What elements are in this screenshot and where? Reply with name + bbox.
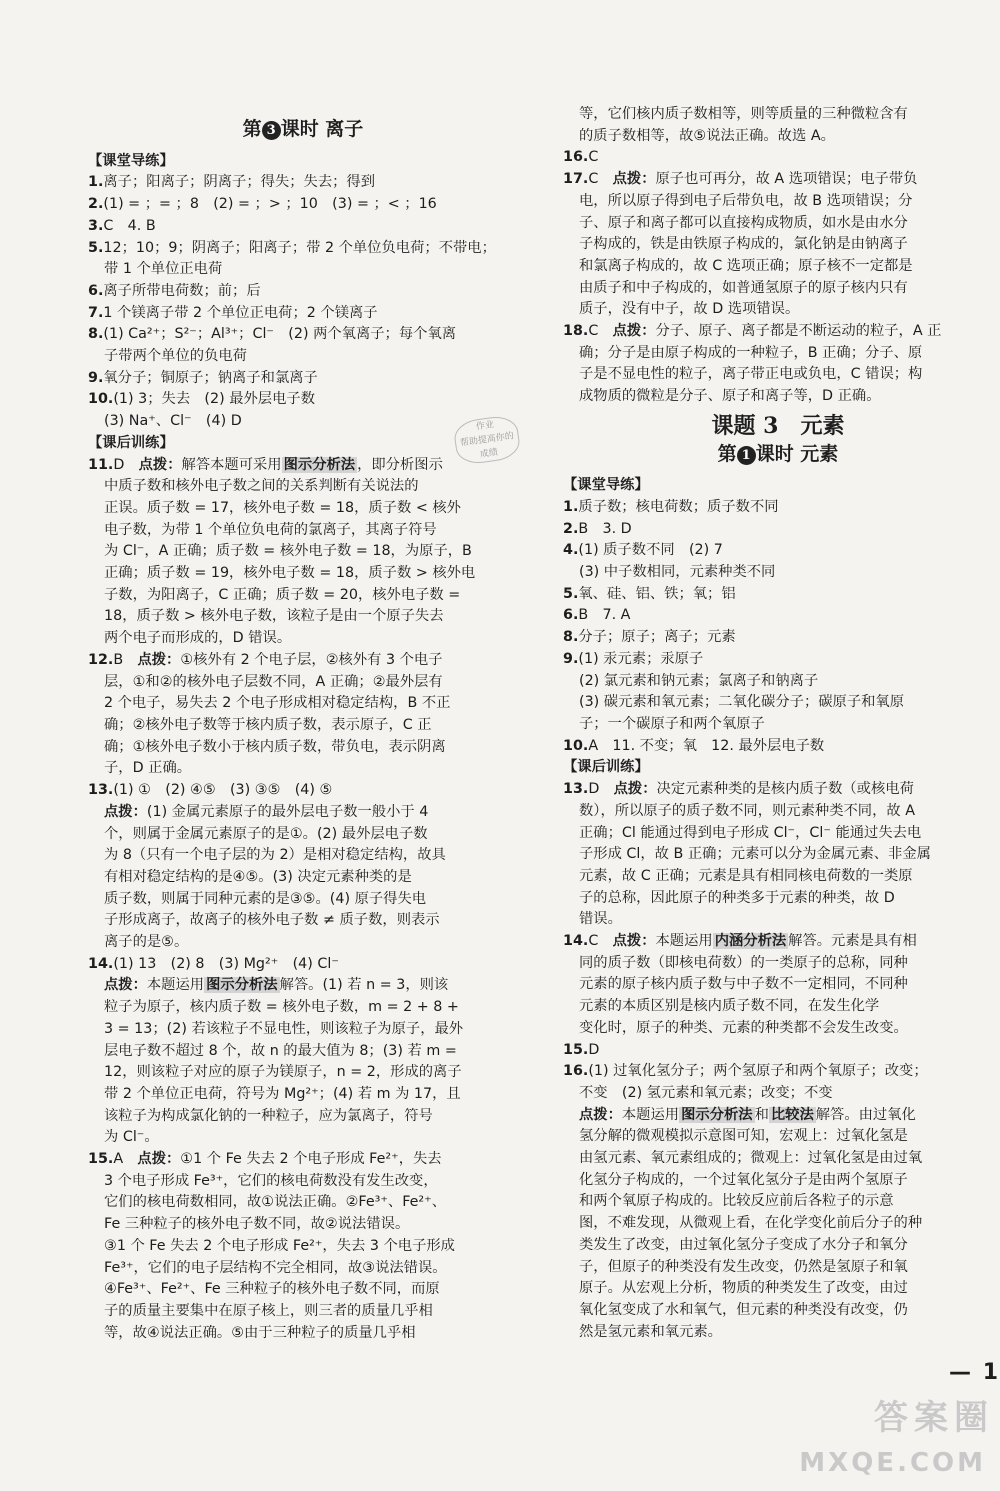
hint-keyword: 点拨： xyxy=(612,171,656,188)
answer-item xyxy=(88,172,518,194)
answer-text: 氧分子；铜原子；钠离子和氯离子 xyxy=(103,369,318,386)
answer-number: 14. xyxy=(563,933,589,950)
answer-continuation: 层电子数不超过 8 个，故 n 的最大值为 8；(3) 若 m = xyxy=(104,1042,457,1059)
answer-continuation: Fe³⁺，它们的电子层结构不完全相同，故③说法错误。 xyxy=(104,1259,447,1276)
method-highlight: 图示分析法 xyxy=(283,456,356,473)
watermark-logo: 答案圈 xyxy=(874,1398,994,1438)
answer-text: 离子所带电荷数；前；后 xyxy=(103,282,261,299)
answer-item xyxy=(563,627,993,649)
answer-item xyxy=(563,584,993,606)
method-highlight: 图示分析法 xyxy=(681,1106,753,1123)
answer-text: 分子；原子；离子；元素 xyxy=(578,629,736,646)
answer-continuation: 图，不难发现，从微观上看，在化学变化前后分子的种 xyxy=(579,1215,923,1232)
answer-number: 11. xyxy=(88,456,114,473)
hint-keyword: 点拨： xyxy=(137,1151,181,1168)
answer-item xyxy=(88,455,518,477)
answer-item xyxy=(563,649,993,671)
answer-continuation: (3) 碳元素和氧元素；二氧化碳分子；碳原子和氧原 xyxy=(579,694,905,711)
heading-suffix: 课时 离子 xyxy=(280,118,364,140)
answer-item xyxy=(563,931,993,953)
section-label: 【课后训练】 xyxy=(88,434,174,451)
answer-continuation: 粒子为原子，核内质子数 = 核外电子数，m = 2 + 8 + xyxy=(104,999,459,1016)
answer-continuation: (2) 氯元素和钠元素；氯离子和钠离子 xyxy=(579,672,819,689)
answer-continuation: 确；分子是由原子构成的一种粒子，B 正确；分子、原 xyxy=(579,344,923,361)
answer-text: B 点拨：①核外有 2 个电子层，②核外有 3 个电子 xyxy=(113,651,443,668)
hint-keyword: 点拨： xyxy=(137,651,181,668)
answer-number: 2. xyxy=(563,520,579,537)
answer-continuation: 个，则属于金属元素原子的是①。(2) 最外层电子数 xyxy=(104,825,428,842)
answer-text: (1) ① (2) ④⑤ (3) ③⑤ (4) ⑤ xyxy=(113,782,333,799)
answer-item xyxy=(563,519,993,541)
answer-continuation: 元素的本质区别是核内质子数不同，在发生化学 xyxy=(579,998,880,1015)
answer-continuation: 质子，没有中子，故 D 选项错误。 xyxy=(579,301,800,318)
answer-continuation: 不变 (2) 氢元素和氧元素；改变；不变 xyxy=(579,1084,833,1101)
answer-number: 10. xyxy=(88,391,114,408)
answer-text: 氧、硅、铝、铁；氧；铝 xyxy=(578,585,736,602)
answer-number: 14. xyxy=(88,955,114,972)
answer-number: 5. xyxy=(88,239,104,256)
answer-continuation: 正误。质子数 = 17，核外电子数 = 18，质子数 < 核外 xyxy=(104,499,461,516)
answer-continuation: 子；一个碳原子和两个氧原子 xyxy=(579,715,765,732)
answer-continuation: 子的总称，因此原子的种类多于元素的种类，故 D xyxy=(579,889,895,906)
answer-continuation: 层，①和②的核外电子层数不同，A 正确；②最外层有 xyxy=(104,673,443,690)
answer-item xyxy=(88,303,518,325)
answer-continuation: 同的质子数（即核电荷数）的一类原子的总称，同种 xyxy=(579,954,908,971)
answer-continuation: 它们的核电荷数相同，故①说法正确。②Fe³⁺、Fe²⁺、 xyxy=(104,1194,447,1211)
answer-item xyxy=(563,169,993,191)
answer-continuation: 由氢元素、氧元素组成的；微观上：过氧化氢是由过氧 xyxy=(579,1150,923,1167)
answer-continuation: ③1 个 Fe 失去 2 个电子形成 Fe²⁺，失去 3 个电子形成 xyxy=(104,1237,455,1254)
answer-continuation: 离子的是⑤。 xyxy=(104,934,189,951)
answer-continuation: 质子数，则属于同种元素的是③⑤。(4) 原子得失电 xyxy=(104,890,427,907)
answer-number: 4. xyxy=(563,542,579,559)
answer-continuation: 类发生了改变，由过氧化氢分子变成了水分子和氧分 xyxy=(579,1236,908,1253)
answer-continuation: 该粒子为构成氯化钠的一种粒子，应为氯离子，符号 xyxy=(104,1107,433,1124)
answer-item xyxy=(88,216,518,238)
answer-number: 9. xyxy=(563,650,579,667)
answer-continuation: 子构成的，铁是由铁原子构成的，氯化钠是由钠离子 xyxy=(579,236,908,253)
answer-continuation: 原子。从宏观上分析，物质的种类发生了改变，由过 xyxy=(579,1280,908,1297)
answer-continuation: 为 Cl⁻。 xyxy=(104,1129,159,1146)
answer-continuation: 的质子数相等，故⑤说法正确。故选 A。 xyxy=(579,127,835,144)
answer-number: 16. xyxy=(563,149,589,166)
answer-item xyxy=(88,281,518,303)
answer-continuation: 和两个氧原子构成的。比较反应前后各粒子的示意 xyxy=(579,1193,894,1210)
answer-number: 15. xyxy=(563,1041,589,1058)
stamp-title: 作业 xyxy=(475,419,495,433)
answer-text: (1) 13 (2) 8 (3) Mg²⁺ (4) Cl⁻ xyxy=(113,955,339,972)
answer-text: D 点拨：解答本题可采用 图示分析法 ，即分析图示 xyxy=(113,456,443,473)
answer-continuation: 成物质的微粒是分子、原子和离子等，D 正确。 xyxy=(579,388,881,405)
left-column xyxy=(88,113,518,1344)
answer-continuation: 3 个电子形成 Fe³⁺，它们的核电荷数没有发生改变， xyxy=(104,1172,438,1189)
answer-continuation: 带 2 个单位正电荷，符号为 Mg²⁺；(4) 若 m 为 17，且 xyxy=(104,1085,461,1102)
answer-continuation: 等，故④说法正确。⑤由于三种粒子的质量几乎相 xyxy=(104,1324,416,1341)
answer-continuation: 子，D 正确。 xyxy=(104,760,192,777)
answer-text: D xyxy=(588,1041,600,1058)
answer-continuation: (3) Na⁺、Cl⁻ (4) D xyxy=(104,413,242,430)
lesson-number-badge: 3 xyxy=(262,121,281,140)
answer-text: B 3. D xyxy=(578,520,632,537)
right-answer-list-bottom xyxy=(563,475,993,1343)
method-highlight: 比较法 xyxy=(770,1106,814,1123)
answer-continuation: 点拨：(1) 金属元素原子的最外层电子数一般小于 4 xyxy=(104,803,429,820)
answer-continuation: 元素的原子核内质子数与中子数不一定相同，不同种 xyxy=(579,976,908,993)
answer-continuation: 点拨：本题运用 图示分析法 解答。(1) 若 n = 3，则该 xyxy=(104,977,449,994)
answer-item xyxy=(563,779,993,801)
answer-continuation: 正确；Cl 能通过得到电子形成 Cl⁻，Cl⁻ 能通过失去电 xyxy=(579,824,922,841)
answer-item xyxy=(563,736,993,758)
answer-continuation: 氢分解的微观模拟示意图可知，宏观上：过氧化氢是 xyxy=(579,1128,908,1145)
answer-text: 离子；阳离子；阴离子；得失；失去；得到 xyxy=(103,174,376,191)
answer-text: (1) 质子数不同 (2) 7 xyxy=(578,542,723,559)
answer-continuation: 确；②核外电子数等于核内质子数，表示原子，C 正 xyxy=(104,716,432,733)
answer-item xyxy=(563,1040,993,1062)
answer-text: 1 个镁离子带 2 个单位正电荷；2 个镁离子 xyxy=(103,304,378,321)
answer-item xyxy=(563,540,993,562)
answer-continuation: 元素，故 C 正确；元素是具有相同核电荷数的一类原 xyxy=(579,867,913,884)
answer-text: C 点拨：原子也可再分，故 A 选项错误；电子带负 xyxy=(588,171,918,188)
hint-keyword: 点拨： xyxy=(612,933,656,950)
answer-continuation: 中质子数和核外电子数之间的关系判断有关说法的 xyxy=(104,478,419,495)
answer-continuation: 有相对稳定结构的是④⑤。(3) 决定元素种类的是 xyxy=(104,868,412,885)
answer-number: 12. xyxy=(88,651,114,668)
answer-item xyxy=(88,194,518,216)
answer-continuation: ④Fe³⁺、Fe²⁺、Fe 三种粒子的核外电子数不同，而原 xyxy=(104,1281,440,1298)
answer-text: 12；10；9；阴离子；阳离子；带 2 个单位负电荷；不带电； xyxy=(103,239,496,256)
answer-continuation: 点拨：本题运用 图示分析法 和 比较法 解答。由过氧化 xyxy=(579,1106,916,1123)
right-answer-list-top xyxy=(563,104,993,408)
hint-keyword: 点拨： xyxy=(612,323,656,340)
section-label: 【课后训练】 xyxy=(563,759,649,776)
answer-item xyxy=(88,238,518,260)
heading-prefix: 第 xyxy=(242,118,262,140)
answer-number: 13. xyxy=(563,781,589,798)
answer-text: C 点拨：本题运用 内涵分析法 解答。元素是具有相 xyxy=(588,933,917,950)
answer-number: 17. xyxy=(563,171,589,188)
answer-continuation: 子是不显电性的粒子，离子带正电或负电，C 错误；构 xyxy=(579,366,923,383)
answer-number: 13. xyxy=(88,782,114,799)
answer-continuation: 两个电子而形成的，D 错误。 xyxy=(104,630,292,647)
section-label: 【课堂导练】 xyxy=(563,477,649,494)
answer-text: (1) = ；= ；8 (2) = ；> ；10 (3) = ；< ；16 xyxy=(103,196,437,213)
answer-number: 18. xyxy=(563,323,589,340)
answer-item xyxy=(563,321,993,343)
answer-text: (1) 3；失去 (2) 最外层电子数 xyxy=(113,391,315,408)
answer-number: 6. xyxy=(563,607,579,624)
lesson-heading-ions xyxy=(88,119,518,141)
page-number: — 1 xyxy=(949,1360,1000,1385)
answer-number: 8. xyxy=(563,629,579,646)
answer-item xyxy=(88,324,518,346)
answer-continuation: 子、原子和离子都可以直接构成物质，如水是由水分 xyxy=(579,214,908,231)
answer-text: (1) 汞元素；汞原子 xyxy=(578,650,704,667)
heading-suffix: 课时 元素 xyxy=(755,442,839,465)
lesson-heading-elements xyxy=(563,444,993,466)
answer-item xyxy=(88,389,518,411)
answer-continuation: 等，它们核内质子数相等，则等质量的三种微粒含有 xyxy=(579,106,908,122)
answer-text: B 7. A xyxy=(578,607,631,624)
answer-continuation: 电子数，为带 1 个单位负电荷的氯离子，其离子符号 xyxy=(104,521,437,538)
answer-continuation: 子数，为阳离子，C 正确；质子数 = 20，核外电子数 = xyxy=(104,586,461,603)
answer-continuation: 18，质子数 > 核外电子数，该粒子是由一个原子失去 xyxy=(104,608,444,625)
answer-text: C 4. B xyxy=(103,217,156,234)
answer-continuation: 和氯离子构成的，故 C 选项正确；原子核不一定都是 xyxy=(579,257,913,274)
answer-number: 8. xyxy=(88,326,104,343)
section-label: 【课堂导练】 xyxy=(88,152,174,169)
answer-continuation: 错误。 xyxy=(579,911,622,928)
answer-continuation: 子带两个单位的负电荷 xyxy=(104,348,247,365)
hint-keyword: 点拨： xyxy=(138,456,182,473)
answer-text: D 点拨：决定元素种类的是核内质子数（或核电荷 xyxy=(588,781,914,798)
answer-continuation: 数），所以原子的质子数不同，则元素种类不同，故 A xyxy=(579,802,916,819)
answer-item xyxy=(88,954,518,976)
answer-number: 10. xyxy=(563,737,589,754)
answer-item xyxy=(563,497,993,519)
answer-continuation: Fe 三种粒子的核外电子数不同，故②说法错误。 xyxy=(104,1216,410,1233)
answer-continuation: 然是氢元素和氧元素。 xyxy=(579,1323,722,1340)
answer-text: 质子数；核电荷数；质子数不同 xyxy=(578,498,779,515)
answer-number: 1. xyxy=(88,174,104,191)
answer-continuation: 子的质量主要集中在原子核上，则三者的质量几乎相 xyxy=(104,1302,433,1319)
answer-item xyxy=(563,605,993,627)
lesson-number-badge: 1 xyxy=(737,446,756,465)
answer-number: 2. xyxy=(88,196,104,213)
answer-continuation: 氧化氢变成了水和氧气，但元素的种类没有改变，仍 xyxy=(579,1301,908,1318)
answer-item xyxy=(563,147,993,169)
hint-keyword: 点拨： xyxy=(104,977,147,994)
answer-continuation: 为 Cl⁻，A 正确；质子数 = 核外电子数 = 18，为原子，B xyxy=(104,543,472,560)
answer-text: C xyxy=(588,149,599,166)
answer-number: 16. xyxy=(563,1063,589,1080)
answer-continuation: 带 1 个单位正电荷 xyxy=(104,261,223,278)
answer-item xyxy=(88,650,518,672)
answer-item xyxy=(88,368,518,390)
answer-number: 9. xyxy=(88,369,104,386)
answer-continuation: 12，则该粒子对应的原子为镁原子，n = 2，形成的离子 xyxy=(104,1064,462,1081)
method-highlight: 图示分析法 xyxy=(206,977,278,994)
answer-number: 6. xyxy=(88,282,104,299)
answer-number: 15. xyxy=(88,1151,114,1168)
answer-item xyxy=(88,1149,518,1171)
answer-continuation: (3) 中子数相同，元素种类不同 xyxy=(579,564,776,581)
hint-keyword: 点拨： xyxy=(579,1106,622,1123)
answer-continuation: 由质子和中子构成的，如普通氢原子的原子核内只有 xyxy=(579,279,908,296)
answer-number: 7. xyxy=(88,304,104,321)
watermark-url: MXQE.COM xyxy=(799,1448,986,1478)
answer-continuation: 确；①核外电子数小于核内质子数，带负电，表示阴离 xyxy=(104,738,446,755)
answer-continuation: 子形成离子，故离子的核外电子数 ≠ 质子数，则表示 xyxy=(104,912,440,929)
hint-keyword: 点拨： xyxy=(104,803,147,820)
answer-continuation: 子形成 Cl，故 B 正确；元素可以分为金属元素、非金属 xyxy=(579,846,931,863)
answer-item xyxy=(563,1061,993,1083)
answer-text: A 11. 不变；氧 12. 最外层电子数 xyxy=(588,737,825,754)
answer-continuation: 化氢分子构成的，一个过氧化氢分子是由两个氢原子 xyxy=(579,1171,908,1188)
answer-text: (1) 过氧化氢分子；两个氢原子和两个氧原子；改变； xyxy=(588,1063,928,1080)
answer-item xyxy=(88,780,518,802)
answer-number: 3. xyxy=(88,217,104,234)
heading-prefix: 第 xyxy=(717,442,737,465)
answer-continuation: 2 个电子，易失去 2 个电子形成相对稳定结构，B 不正 xyxy=(104,695,451,712)
answer-continuation: 正确；质子数 = 19，核外电子数 = 18，质子数 > 核外电 xyxy=(104,565,476,582)
left-answer-list xyxy=(88,151,518,1345)
topic-title: 课题 3 元素 xyxy=(711,412,845,439)
answer-continuation: 子，但原子的种类没有发生改变，仍然是氢原子和氧 xyxy=(579,1258,908,1275)
answer-number: 1. xyxy=(563,498,579,515)
answer-number: 5. xyxy=(563,585,579,602)
method-highlight: 内涵分析法 xyxy=(714,933,787,950)
answer-text: (1) Ca²⁺；S²⁻；Al³⁺；Cl⁻ (2) 两个氧离子；每个氧离 xyxy=(103,326,457,343)
answer-continuation: 变化时，原子的种类、元素的种类都不会发生改变。 xyxy=(579,1019,908,1036)
stamp-subtitle: 帮助提高你的成绩 xyxy=(459,431,515,461)
answer-continuation: 3 = 13；(2) 若该粒子不显电性，则该粒子为原子，最外 xyxy=(104,1020,464,1037)
answer-text: C 点拨：分子、原子、离子都是不断运动的粒子，A 正 xyxy=(588,323,942,340)
answer-text: A 点拨：①1 个 Fe 失去 2 个电子形成 Fe²⁺，失去 xyxy=(113,1151,442,1168)
answer-continuation: 为 8（只有一个电子层的为 2）是相对稳定结构，故具 xyxy=(104,847,446,864)
answer-continuation: 电，所以原子得到电子后带负电，故 B 选项错误；分 xyxy=(579,192,913,209)
right-column xyxy=(563,104,993,1343)
hint-keyword: 点拨： xyxy=(613,781,657,798)
